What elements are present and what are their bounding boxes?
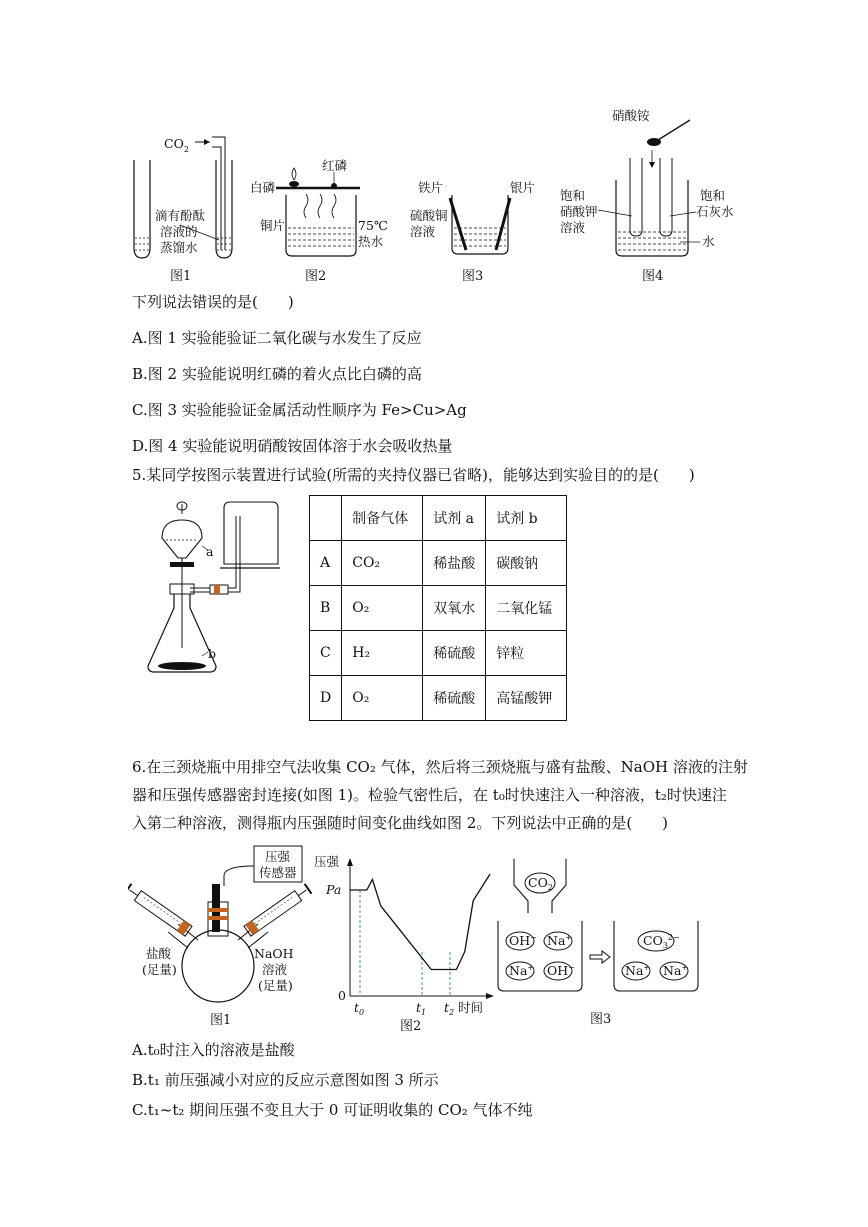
table-cell: 锌粒 (486, 631, 567, 676)
q5-apparatus (140, 498, 300, 678)
reagent-a-label: a (206, 544, 214, 559)
nh4no3-label: 硝酸铵 (612, 108, 650, 123)
x-tick-t0: $t_0$ (354, 1000, 365, 1017)
table-header-cell: 制备气体 (342, 496, 423, 541)
kno3-label-1: 饱和 (560, 188, 586, 203)
q4-option-d[interactable]: D.图 4 实验能说明硝酸铵固体溶于水会吸收热量 (132, 437, 453, 455)
temp-label: 75℃ (358, 218, 388, 233)
lime-label-2: 石灰水 (696, 204, 734, 219)
table-cell: 碳酸钠 (486, 541, 567, 586)
x-tick-t1: $t_1$ (416, 1000, 427, 1017)
naoh-label-2: 溶液 (262, 962, 288, 977)
naoh-label-3: (足量) (258, 978, 293, 993)
hcl-label-1: 盐酸 (146, 946, 172, 961)
fig1-label-1: 滴有酚酞 (155, 208, 206, 223)
q6-option-a[interactable]: A.t₀时注入的溶液是盐酸 (132, 1041, 295, 1059)
q6-stem-line3: 入第二种溶液，测得瓶内压强随时间变化曲线如图 2。下列说法中正确的是( ) (132, 814, 669, 832)
table-cell: B (310, 586, 342, 631)
q5-stem: 5.某同学按图示装置进行试验(所需的夹持仪器已省略)，能够达到实验目的的是( ) (132, 466, 695, 484)
q4-option-a[interactable]: A.图 1 实验能验证二氧化碳与水发生了反应 (132, 329, 422, 347)
q6-stem-line2: 器和压强传感器密封连接(如图 1)。检验气密性后，在 t₀时快速注入一种溶液，t₂时快速注 (132, 786, 727, 804)
white-phosphorus-label: 白磷 (250, 180, 276, 195)
q6-option-b[interactable]: B.t₁ 前压强减小对应的反应示意图如图 3 所示 (132, 1071, 439, 1089)
hot-water-label: 热水 (358, 234, 384, 249)
lime-label-1: 饱和 (700, 188, 726, 203)
table-header-row (310, 496, 567, 541)
table-cell (310, 496, 342, 541)
cuso4-label-1: 硫酸铜 (410, 208, 448, 223)
silver-label: 银片 (510, 180, 536, 195)
fig4-caption: 图4 (642, 269, 664, 284)
table-cell: O₂ (342, 586, 423, 631)
q4-option-b[interactable]: B.图 2 实验能说明红磷的着火点比白磷的高 (132, 365, 422, 383)
table-cell: 双氧水 (423, 586, 486, 631)
sensor-label-2: 传感器 (259, 865, 297, 880)
test-tube-left (134, 160, 150, 258)
table-cell: H₂ (342, 631, 423, 676)
table-cell: 高锰酸钾 (486, 676, 567, 721)
q6-fig2-pressure-chart (312, 848, 502, 1032)
table-cell: CO₂ (342, 541, 423, 586)
ion-oh: OH− (547, 963, 575, 978)
table-row[interactable] (310, 676, 567, 721)
co2-label: $CO_2$ (164, 136, 189, 154)
naoh-label-1: NaOH (254, 946, 294, 961)
q5-options-table (309, 495, 567, 721)
y-tick-pa: Pa (326, 882, 342, 897)
ion-oh: OH− (509, 933, 537, 948)
q4-fig2 (250, 158, 388, 284)
pressure-curve (350, 874, 490, 969)
q6-fig1 (128, 842, 318, 1032)
table-header-cell: 试剂 b (486, 496, 567, 541)
q6-fig1-caption: 图1 (210, 1013, 232, 1028)
red-phosphorus-label: 红磷 (322, 158, 348, 173)
q4-fig3 (410, 180, 535, 284)
q4-option-c[interactable]: C.图 3 实验能验证金属活动性顺序为 Fe>Cu>Ag (132, 401, 467, 419)
q6-fig3 (494, 855, 704, 1030)
table-cell: 二氧化锰 (486, 586, 567, 631)
kno3-label-2: 硝酸钾 (560, 204, 598, 219)
kno3-label-3: 溶液 (560, 220, 586, 235)
ion-na: Na+ (625, 963, 651, 978)
fig3-caption: 图3 (462, 269, 484, 284)
y-axis-label: 压强 (314, 854, 340, 869)
q6-fig3-caption: 图3 (590, 1012, 612, 1027)
x-tick-t2: $t_2$ (444, 1000, 455, 1017)
cuso4-label-2: 溶液 (410, 224, 436, 239)
q6-fig2-caption: 图2 (400, 1019, 422, 1032)
table-row[interactable] (310, 586, 567, 631)
hcl-label-2: (足量) (142, 962, 177, 977)
reagent-b-label: b (208, 646, 217, 661)
origin-label: 0 (338, 988, 346, 1003)
ion-na: Na+ (509, 963, 535, 978)
iron-label: 铁片 (418, 180, 444, 195)
table-cell: 稀硫酸 (423, 631, 486, 676)
table-cell: D (310, 676, 342, 721)
copper-label: 铜片 (260, 218, 286, 233)
table-cell: 稀硫酸 (423, 676, 486, 721)
q6-option-c[interactable]: C.t₁~t₂ 期间压强不变且大于 0 可证明收集的 CO₂ 气体不纯 (132, 1101, 533, 1119)
arrow-icon (590, 951, 610, 963)
fig1-caption: 图1 (170, 269, 192, 284)
sensor-label-1: 压强 (265, 849, 291, 864)
table-cell: C (310, 631, 342, 676)
co2-molecule: $CO_2$ (528, 875, 553, 892)
table-cell: O₂ (342, 676, 423, 721)
q4-fig1 (134, 136, 232, 284)
table-header-cell: 试剂 a (423, 496, 486, 541)
ion-na: Na+ (663, 963, 689, 978)
table-row[interactable] (310, 541, 567, 586)
table-cell: 稀盐酸 (423, 541, 486, 586)
x-axis-label: 时间 (458, 1000, 484, 1015)
q6-stem-line1: 6.在三颈烧瓶中用排空气法收集 CO₂ 气体，然后将三颈烧瓶与盛有盐酸、NaOH 溶液的注射 (132, 758, 748, 776)
water-label: 水 (702, 234, 715, 249)
q4-figures (120, 100, 740, 290)
table-row[interactable] (310, 631, 567, 676)
fig1-label-2: 溶液的 (160, 224, 198, 239)
ion-na: Na+ (547, 933, 573, 948)
ion-co3: $CO_3^{2-}$ (643, 933, 680, 950)
q4-stem: 下列说法错误的是( ) (132, 293, 294, 311)
fig1-label-3: 蒸馏水 (160, 240, 198, 255)
test-tube-right (216, 160, 232, 258)
fig2-caption: 图2 (305, 269, 327, 284)
q4-fig4 (560, 108, 734, 284)
table-cell: A (310, 541, 342, 586)
